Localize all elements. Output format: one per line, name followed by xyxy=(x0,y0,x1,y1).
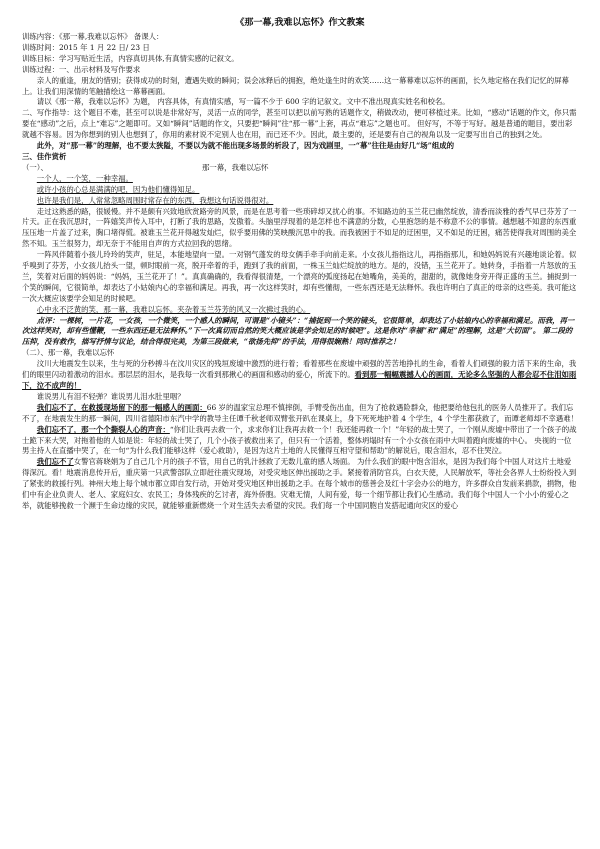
training-process: 训练过程：一、出示材料及写作要求 xyxy=(22,64,141,74)
writing-requirement: 请以《那一幕，我难以忘怀》为题， 内容具体，有真情实感，写一篇不少于 600 字的记叙文。文中不准出现真实姓名和校名。 xyxy=(36,97,450,107)
writing-guidance: 二、写作指导：这个题目不难，甚至可以说是非常好写，灵活一点的同学，甚至可以把以前写熟的话题作文，稍做改动，便可移植过来。比如，“感动”话题的作文，你只需要在“感动”之后，点上“难忘”之题即可。又如“瞬间”话题的作文，只要把“瞬间”往“那一幕”上套，再点“难忘”之题也可。 但好写，不等于写好。越是普通的题目，要出彩就越不容易。因为你想到的别人也想到了，你用的素材说不定别人也在用，而已还不少。因此，最主要的，还是要有自己的视角以及一定要写出自己的独到之处。 xyxy=(22,108,577,140)
piece-one-number: （一）、 xyxy=(22,162,48,172)
section-heading-appreciation: 三、佳作赏析 xyxy=(22,151,67,161)
piece-two-para-4-text: 女警官蒋晓娟为了自己几个月的孩子不管，用自己的乳汁拯救了无数儿童的感人场面。 为什么我们的眼中饱含泪水，是因为我们每个中国人对这片土地爱得深沉。看！地震消息传开后，重庆第一只武警部队立即赶往震灾现场，对受灾地区伸出援助之手。紧接着消防官兵，白衣天使，人民解放军，等社会各界人士纷纷投入到了紧张的救援行列。神州大地上每个城市都立即自发行动，开始对受灾地区伸出援助之手。在每个城市的慈善会及红十字会办公的地方，许多群众自发前来捐款，捐物，他们中有企业负责人、老人、家庭妇女、农民工；身体残疾的乞讨者，海外侨胞。灾难无情，人间有爱，每一个细节都让我们心生感动。我们每个中国人一个小小的爱心之举，就能够挽救一个濒于生命边缘的灾民，就能够重新燃烧一个对生活失去希望的灾民。我们每一个中国同胞自发搭起通向灾区的爱心 xyxy=(22,457,577,510)
piece-one-body-1: 走过这熟悉的路，很媛慢。并不是颇有兴致地欣赏路旁的风景，而是在思考着一些琐碎却又扰心的事。不知路边的玉兰花已幽然绽放，清香而淡雅的香气早已芬芳了一片天。正在我沉思时，一阵嬉笑声传入耳中，打断了我的思路，发傲着。头脑里浮现着的是怎样也不满意的分数，心里抱怨的是不称意不公的事情。越想越不知意的东西重压压地一片盖了过来，胸口堵得慌。被谁玉兰花开得越发灿烂，似乎要用佛的笑映酸沉思中的我。而我被困于不如足的迂困里，又不如足的迂困，痛苦使得我对周围的美全然不知。玉兰很努力，却无奈于不能用自声的方式拉回我的思绪。 xyxy=(22,206,577,249)
training-goal: 训练目标：学习写贴近生活，内容真切具体,有真情实感的记叙文。 xyxy=(22,53,239,63)
piece-two-para-4-lead: 我们忘不了 xyxy=(36,457,74,467)
piece-two-para-4 xyxy=(22,457,578,512)
piece-two-para-3-lead: 我们忘不了，那一个个撕裂人心的声音： xyxy=(36,424,170,434)
piece-one-title: 那一幕，我难以忘怀 xyxy=(202,162,269,172)
piece-two-title: （二）、那一幕，我难以忘怀 xyxy=(22,348,115,358)
piece-one-line-4: 心中永不泛黄的笑，那一幕，我难以忘怀。夹杂着玉兰芬芳的风又一次拂过我的心。 xyxy=(36,304,311,314)
piece-one-body-2: 一阵风伴随着小孩儿玲玲的笑声，驻足，本能地望向一望。一对钢气蓬发的母女俩手牵手向前走来。小女孩儿指指这儿，再指指那儿，和她妈妈说有兴趣地谈论着。似乎嗅到了芬芳，小女孩儿抬头一望，顿时眼前一亮，脱开牵着的手，跑到了我的前面，一株玉兰灿烂绽放的地方。是的，没错，玉兰花开了。她转身，手指着一片怒放的玉兰，笑着对后面的妈妈说：“妈妈，玉兰花开了！”。真真确确的，我看得很清楚，一个漂亮的弧度扬起在她嘴角，美美的，甜甜的，就像她身旁开得正盛的玉兰。捕捉到一个笑的瞬间，它很简单，却表达了小姑娘内心的幸福和满足。再我，再一次这样笑时，却有些懂彻，一些东西还是无法释怀。我也许明白了真正的母亲的这些美。我可能这一次大概应该要学会知足的时候吧。 xyxy=(22,250,577,303)
piece-two-para-1-underlined: 看到那一幅幅震撼人心的画面，无论多么坚强的人都会忍不住泪如雨下，泣不成声的！ xyxy=(22,370,577,390)
piece-two-para-2-lead: 我们忘不了，在救援现场留下的那一幅感人的画面： xyxy=(36,402,207,412)
training-time: 训练时间：2015 年 1 月 22 日/ 23 日 xyxy=(22,42,150,52)
piece-two-para-1 xyxy=(22,359,578,392)
intro-paragraph: 亲人的重逢，朋友的惜别；获得成功的时刻，遭遇失败的瞬间；误会冰释后的拥抱，绝处逢生时的欢笑……这一幕幕难以忘怀的画面，长久地定格在我们记忆的屏幕上。让我们用深情的笔触描绘这一幕幕画面。 xyxy=(22,75,569,96)
writing-guidance-note: 此外，对“那一幕”的理解，也不要太狭隘，不要以为就不能出现多场景的析段了，因为戏剧里，一“幕”往往是由好几“场”组成的 xyxy=(36,141,455,151)
piece-two-question: 谁说男儿有泪不轻弹？谁说男儿泪水肚里咽？ xyxy=(36,391,185,401)
document-title: 《那一幕,我难以忘怀》作文教案 xyxy=(235,18,365,28)
training-content: 训练内容：《那一幕,我难以忘怀》 备课人： xyxy=(22,32,164,41)
piece-one-header xyxy=(22,163,578,174)
piece-one-line-2: 或许小孩的心总是满满的吧，因为他们懂得知足。 xyxy=(36,184,200,194)
piece-one-comment: 点评：一棵树，一片花，一女孩，一个微笑，一个感人的瞬间，可谓是“小镜头”：“捕捉到一个笑的镜头，它很简单，却表达了小姑娘内心的幸福和满足。而我，再一次这样笑时，却有些懂鞭，一些东西还是无法释怀。”下一次真切而自然的笑大概应该是学会知足的时候吧”。这是你对“幸福”和“满足”的理解，这是“大切面”。 第二段的压抑，没有救作，描写抒情与议论，结合得很完美，为第三段做来，“欲扬先抑”的手法，用得很娴熟！同时推荐之！ xyxy=(22,315,575,347)
piece-one-line-1: 一个人，一个笑，一种幸福。 xyxy=(36,173,133,183)
piece-two-para-2-text: 66 岁的温家宝总理不慎摔倒，手臂受伤出血，但为了抢救遇险群众，他把要给他包扎的医务人员推开了。我们忘不了，在地震发生的那一瞬间，四川省德阳市东汽中学的教导主任谭千秋老师双臂张开趴在课桌上，身下死死地护着 4 个学生，4 个学生都获救了，而谭老师却不幸遇难！ xyxy=(22,402,578,423)
piece-two-para-1-text: 汶川大地震发生以来，生与死的分秒搏斗在汶川灾区的残垣废墟中激烈的进行着；看着那些在废墟中顽强的苦苦地挣扎的生命，看着人们顽强的毅力活下来的生命，我们的眼里闪动着激动的泪水。那层层的泪水，是我每一次看到那揪心的画面和感动的爱心，所流下的。 xyxy=(22,359,577,380)
piece-one-line-3: 也许是我们是，人常常忽略周围时常存在的东西，我想这句话说得很对。 xyxy=(36,195,274,205)
piece-two-para-2 xyxy=(22,403,578,425)
piece-two-para-3 xyxy=(22,425,578,458)
piece-two-para-3-text: “你们让我再去救一个，求求你们让我再去救一个！我还能再救一个！”年轻的战士哭了，一个刚从废墟中带出了一个孩子的战士跪下来大哭，对拖着他的人如是说：年轻的战士哭了，几个小孩子被救出来了，但只有一个活着，整体坍塌时有一个小女孩在雨中大叫着跑向废墟的中心。 央视的一位男主持人在直播中哭了，在一句“为什么我们能够这样（爱心救助），是因为这片土地的人民懂得互相守望和帮助”的解说后，眼含泪水，忍不住哭泣。 xyxy=(22,424,577,456)
